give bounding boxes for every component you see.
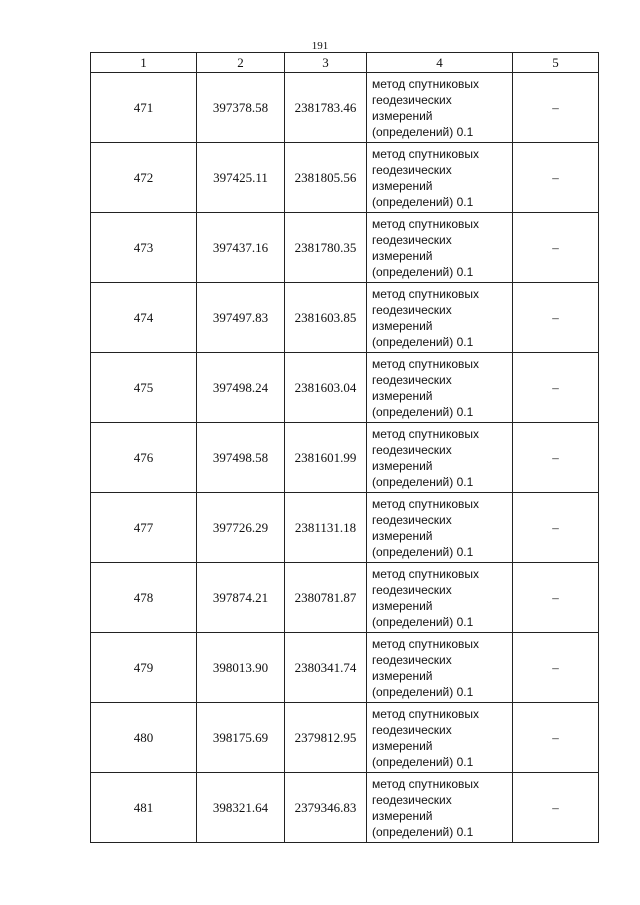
method-cell [367,563,513,633]
note-cell: – [513,633,599,703]
x-coordinate-cell: 398013.90 [197,633,285,703]
method-cell [367,213,513,283]
method-cell [367,283,513,353]
column-header: 1 [91,53,197,73]
method-line: геодезических [372,792,452,807]
method-line: (определений) 0.1 [372,334,474,349]
method-cell [367,493,513,563]
point-number-cell: 474 [91,283,197,353]
x-coordinate-cell: 398175.69 [197,703,285,773]
table-row [91,703,599,773]
method-line: (определений) 0.1 [372,474,474,489]
table-row [91,423,599,493]
point-number-cell: 471 [91,73,197,143]
method-line: (определений) 0.1 [372,124,474,139]
point-number-cell: 481 [91,773,197,843]
column-header: 5 [513,53,599,73]
method-line: метод спутниковых [372,496,480,511]
y-coordinate-cell: 2380781.87 [285,563,367,633]
method-line: (определений) 0.1 [372,194,474,209]
column-header: 2 [197,53,285,73]
method-line: измерений [372,458,433,473]
point-number-cell: 476 [91,423,197,493]
x-coordinate-cell: 397437.16 [197,213,285,283]
note-cell: – [513,703,599,773]
method-line: измерений [372,108,433,123]
table-row [91,773,599,843]
table-row [91,143,599,213]
method-line: геодезических [372,92,452,107]
page-number: 191 [311,40,329,52]
point-number-cell: 478 [91,563,197,633]
table-row [91,73,599,143]
method-line: метод спутниковых [372,426,480,441]
method-line: метод спутниковых [372,566,480,581]
note-cell: – [513,353,599,423]
method-cell [367,73,513,143]
method-line: (определений) 0.1 [372,614,474,629]
note-cell: – [513,73,599,143]
method-line: метод спутниковых [372,776,480,791]
note-cell: – [513,213,599,283]
method-line: измерений [372,668,433,683]
method-line: геодезических [372,582,452,597]
y-coordinate-cell: 2381603.85 [285,283,367,353]
method-cell [367,353,513,423]
method-cell [367,773,513,843]
method-line: (определений) 0.1 [372,684,474,699]
method-line: геодезических [372,302,452,317]
method-line: геодезических [372,442,452,457]
y-coordinate-cell: 2381603.04 [285,353,367,423]
method-line: геодезических [372,722,452,737]
method-line: метод спутниковых [372,216,480,231]
method-cell [367,143,513,213]
note-cell: – [513,773,599,843]
x-coordinate-cell: 397874.21 [197,563,285,633]
method-line: метод спутниковых [372,706,480,721]
point-number-cell: 475 [91,353,197,423]
method-line: измерений [372,598,433,613]
y-coordinate-cell: 2381783.46 [285,73,367,143]
method-cell [367,703,513,773]
y-coordinate-cell: 2381780.35 [285,213,367,283]
note-cell: – [513,493,599,563]
method-line: метод спутниковых [372,356,480,371]
method-line: (определений) 0.1 [372,404,474,419]
method-line: (определений) 0.1 [372,824,474,839]
y-coordinate-cell: 2381601.99 [285,423,367,493]
x-coordinate-cell: 397498.58 [197,423,285,493]
method-line: (определений) 0.1 [372,264,474,279]
note-cell: – [513,423,599,493]
x-coordinate-cell: 397378.58 [197,73,285,143]
table-row [91,353,599,423]
y-coordinate-cell: 2381805.56 [285,143,367,213]
note-cell: – [513,563,599,633]
table-header-row [91,53,599,73]
point-number-cell: 479 [91,633,197,703]
note-cell: – [513,283,599,353]
table-row [91,213,599,283]
table-row [91,283,599,353]
table-row [91,493,599,563]
method-line: метод спутниковых [372,286,480,301]
method-line: измерений [372,178,433,193]
y-coordinate-cell: 2381131.18 [285,493,367,563]
point-number-cell: 472 [91,143,197,213]
column-header: 4 [367,53,513,73]
method-line: метод спутниковых [372,146,480,161]
table-row [91,633,599,703]
method-line: геодезических [372,512,452,527]
method-line: геодезических [372,162,452,177]
method-line: измерений [372,738,433,753]
x-coordinate-cell: 398321.64 [197,773,285,843]
method-line: измерений [372,318,433,333]
column-header: 3 [285,53,367,73]
note-cell: – [513,143,599,213]
method-cell [367,423,513,493]
method-cell [367,633,513,703]
method-line: (определений) 0.1 [372,754,474,769]
method-line: измерений [372,388,433,403]
method-line: метод спутниковых [372,76,480,91]
y-coordinate-cell: 2380341.74 [285,633,367,703]
point-number-cell: 480 [91,703,197,773]
method-line: измерений [372,528,433,543]
method-line: геодезических [372,372,452,387]
x-coordinate-cell: 397425.11 [197,143,285,213]
point-number-cell: 473 [91,213,197,283]
coordinates-table [90,52,599,843]
method-line: измерений [372,808,433,823]
x-coordinate-cell: 397726.29 [197,493,285,563]
y-coordinate-cell: 2379346.83 [285,773,367,843]
table-row [91,563,599,633]
x-coordinate-cell: 397497.83 [197,283,285,353]
y-coordinate-cell: 2379812.95 [285,703,367,773]
method-line: геодезических [372,232,452,247]
method-line: измерений [372,248,433,263]
method-line: (определений) 0.1 [372,544,474,559]
point-number-cell: 477 [91,493,197,563]
method-line: геодезических [372,652,452,667]
x-coordinate-cell: 397498.24 [197,353,285,423]
method-line: метод спутниковых [372,636,480,651]
